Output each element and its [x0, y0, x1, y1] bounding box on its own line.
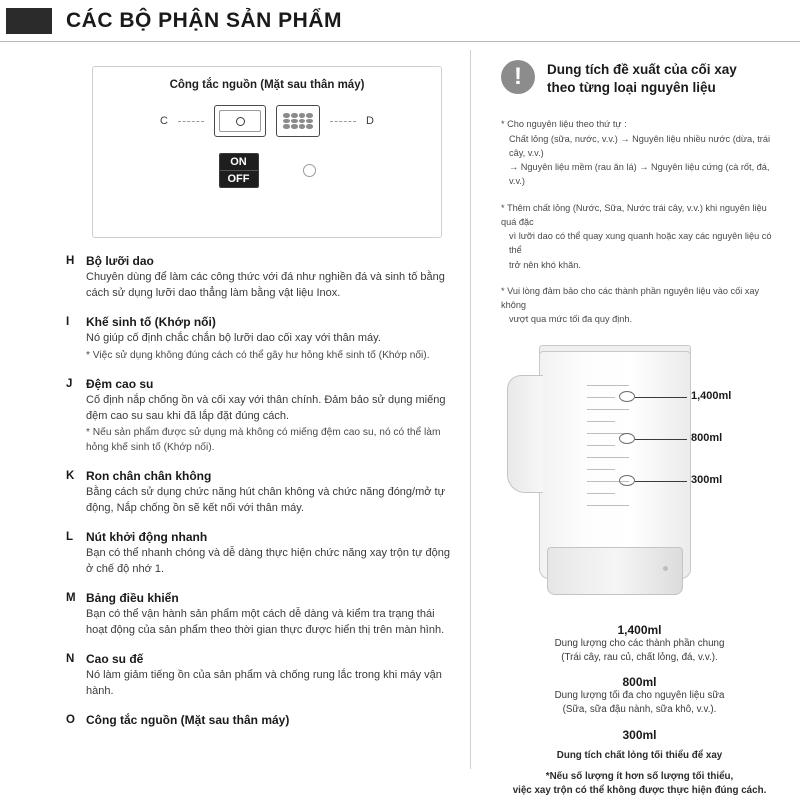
- part-description: Bạn có thể nhanh chóng và dễ dàng thực hiện chức năng xay trộn tự động ở chế độ nhớ 1.: [86, 546, 450, 575]
- part-letter: M: [66, 591, 76, 604]
- capacity-text: (Trái cây, rau củ, chất lỏng, đá, v.v.).: [561, 651, 718, 663]
- list-item: [66, 530, 452, 578]
- blender-jar-illustration: [501, 341, 778, 613]
- page-content: [0, 42, 800, 799]
- scale-tick: [587, 457, 629, 458]
- leader-line-800: [635, 439, 687, 440]
- part-letter: H: [66, 255, 75, 267]
- scale-tick: [587, 469, 615, 470]
- switch-on-label: ON: [220, 154, 258, 170]
- base-indicator-icon: [663, 566, 668, 571]
- part-title: Bảng điều khiển: [86, 590, 179, 605]
- note-line: Chất lỏng (sữa, nước, v.v.) → Nguyên liệu nhiều nước (dừa, trái cây, v.v.): [509, 133, 770, 158]
- part-description: Bằng cách sử dụng chức năng hút chân không và chức năng đóng/mở tự động, Nắp chống ồn sẽ kết nối với thân máy.: [86, 486, 445, 514]
- scale-tick: [587, 397, 615, 398]
- callout-title-line1: Dung tích đề xuất của cối xay: [547, 62, 737, 77]
- part-title: Bộ lưỡi dao: [86, 254, 154, 268]
- scale-tick: [587, 493, 615, 494]
- page-header: [0, 0, 800, 42]
- part-letter: I: [66, 315, 70, 328]
- capacity-text: (Sữa, sữa đậu nành, sữa khô, v.v.).: [562, 704, 717, 716]
- vent-grid: [283, 113, 313, 129]
- note-order: [501, 117, 778, 188]
- power-socket-icon: [214, 105, 266, 137]
- note-max-level: [501, 284, 778, 327]
- right-column: [471, 42, 800, 799]
- leader-line-1400: [635, 397, 687, 398]
- capacity-amount: 300ml: [622, 727, 657, 742]
- power-switch-diagram: [92, 66, 442, 238]
- part-title: Nút khởi động nhanh: [86, 529, 208, 544]
- capacity-text: Dung tích chất lỏng tối thiểu để xay: [556, 749, 723, 761]
- jar-handle: [507, 375, 543, 493]
- exclamation-icon: !: [501, 60, 535, 94]
- note-line: vì lưỡi dao có thể quay xung quanh hoặc xay các nguyên liệu có thể: [509, 231, 772, 256]
- page-title: CÁC BỘ PHẬN SẢN PHẨM: [66, 8, 343, 32]
- part-title: Công tắc nguồn (Mặt sau thân máy): [86, 712, 290, 727]
- list-item: [66, 652, 452, 700]
- part-title: Khế sinh tố (Khớp nối): [86, 314, 216, 329]
- part-letter: O: [66, 713, 75, 726]
- diagram-label-c: C: [160, 115, 168, 127]
- leader-line-right: [330, 121, 356, 122]
- part-title: Ron chân chân không: [86, 469, 212, 484]
- mark-800: [619, 433, 635, 444]
- scale-tick: [587, 385, 629, 386]
- scale-tick: [587, 409, 629, 410]
- part-letter: L: [66, 530, 74, 543]
- part-description: Bạn có thể vận hành sản phẩm một cách dễ dàng và kiểm tra trạng thái hoạt động của sản phẩm theo thời gian thực được hiển thị trên màn hình.: [86, 607, 445, 636]
- diagram-title: Công tắc nguồn (Mặt sau thân máy): [169, 79, 365, 91]
- diagram-label-d: D: [366, 115, 374, 127]
- part-description: Cố định nắp chống ồn và cối xay với thân chính. Đảm bảo sử dụng miếng đệm cao su sau khi đã lắp đặt đúng cách.: [86, 393, 446, 422]
- part-letter: J: [66, 377, 73, 390]
- note-line: * Vui lòng đảm bảo cho các thành phần nguyên liệu vào cối xay không: [501, 285, 760, 311]
- part-letter: K: [66, 470, 75, 483]
- note-line: * Cho nguyên liệu theo thứ tự :: [501, 119, 627, 130]
- capacity-amount: 1,400ml: [617, 622, 662, 637]
- part-description: Chuyên dùng để làm các công thức với đá như nghiền đá và sinh tố bằng cách sử dụng lưỡi dao thẳng làm bằng vật liệu Inox.: [86, 271, 445, 299]
- list-item: [66, 469, 452, 517]
- jar-mark-label: 1,400ml: [691, 389, 732, 402]
- mark-300: [619, 475, 635, 486]
- part-title: Cao su đế: [86, 651, 144, 666]
- note-line: * Thêm chất lỏng (Nước, Sữa, Nước trái cây, v.v.) khi nguyên liệu quá đặc: [501, 202, 767, 227]
- list-item: [66, 713, 452, 729]
- list-item: [66, 377, 452, 456]
- note-line: vượt qua mức tối đa quy định.: [509, 314, 633, 325]
- capacity-text: Dung lượng tối đa cho nguyên liệu sữa: [554, 690, 725, 702]
- list-item: [66, 591, 452, 639]
- part-letter: N: [66, 652, 75, 665]
- capacity-amount: 800ml: [622, 675, 657, 690]
- jar-base: [547, 547, 683, 595]
- capacity-captions: [501, 623, 778, 798]
- capacity-callout: [501, 60, 778, 97]
- header-accent-bar: [6, 8, 52, 34]
- switch-off-label: OFF: [220, 170, 258, 187]
- vent-grille-icon: [276, 105, 320, 137]
- final-note-line: việc xay trộn có thể không được thực hiện đúng cách.: [512, 784, 767, 796]
- leader-line-300: [635, 481, 687, 482]
- list-item: [66, 254, 452, 302]
- leader-line-left: [178, 121, 204, 122]
- scale-tick: [587, 421, 615, 422]
- part-note: * Nếu sản phẩm được sử dụng mà không có miếng đệm cao su, nó có thể làm hỏng khế sinh tố (Khớp nối).: [86, 427, 441, 454]
- part-description: Nó giúp cố định chắc chắn bộ lưỡi dao cối xay với thân máy.: [86, 331, 381, 344]
- left-column: [0, 42, 470, 799]
- scale-tick: [587, 505, 629, 506]
- part-note: * Việc sử dụng không đúng cách có thể gây hư hỏng khế sinh tố (Khớp nối).: [86, 349, 430, 361]
- scale-tick: [587, 445, 615, 446]
- diagram-panel-row: [93, 105, 441, 137]
- capacity-text: Dung lượng cho các thành phần chung: [554, 637, 725, 649]
- power-toggle-switch: [219, 153, 259, 188]
- callout-title: [547, 60, 737, 97]
- note-line: trở nên khó khăn.: [509, 259, 581, 270]
- screw-hole-icon: [303, 164, 316, 177]
- jar-mark-label: 800ml: [691, 431, 723, 444]
- diagram-switch-row: [93, 153, 441, 188]
- parts-list: [66, 254, 452, 729]
- list-item: [66, 315, 452, 364]
- mark-1400: [619, 391, 635, 402]
- callout-title-line2: theo từng loại nguyên liệu: [547, 80, 716, 96]
- jar-mark-label: 300ml: [691, 473, 723, 486]
- note-liquid: [501, 201, 778, 272]
- note-line: → Nguyên liệu mềm (rau ăn lá) → Nguyên liệu cứng (cà rốt, đá, v.v.): [509, 162, 770, 187]
- final-note-line: *Nếu số lượng ít hơn số lượng tối thiểu,: [545, 770, 734, 782]
- part-description: Nó làm giảm tiếng ồn của sản phẩm và chống rung lắc trong khi máy vận hành.: [86, 668, 442, 697]
- part-title: Đệm cao su: [86, 376, 154, 391]
- socket-dot-icon: [236, 117, 245, 126]
